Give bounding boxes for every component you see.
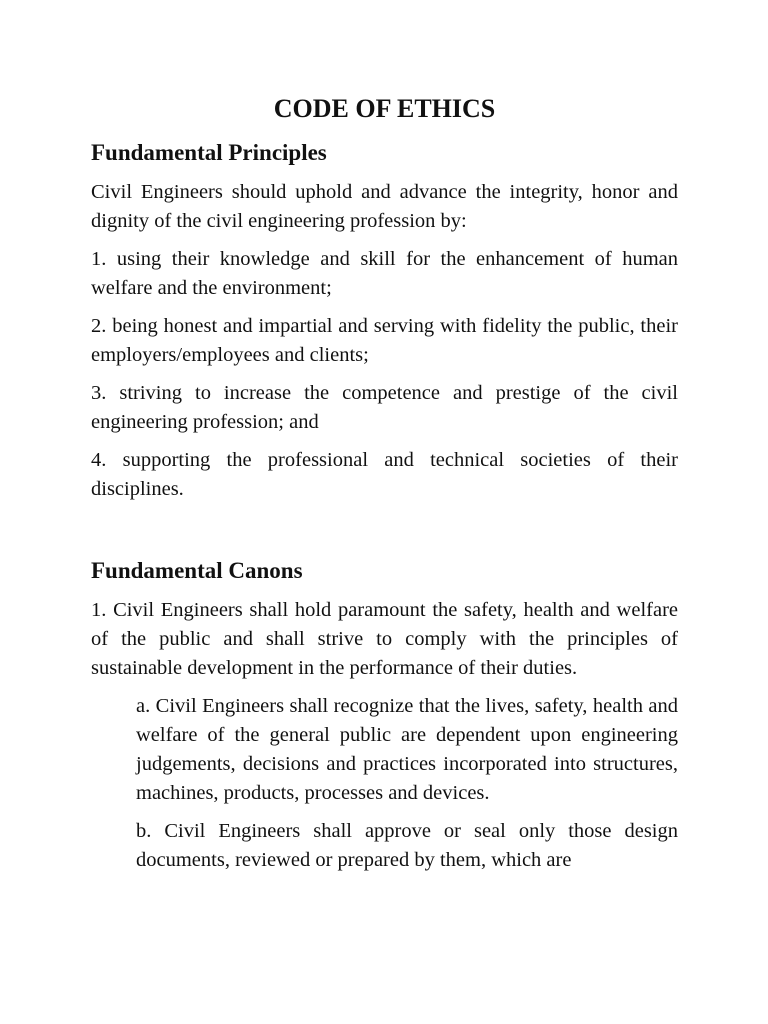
principle-item-3: 3. striving to increase the competence and prestige of the civil engineering profession; and [91, 382, 678, 433]
document-title: CODE OF ETHICS [273, 94, 496, 123]
document-page [91, 92, 678, 884]
principle-item-2: 2. being honest and impartial and serving with fidelity the public, their employers/employees and clients; [91, 315, 678, 366]
principles-intro: Civil Engineers should uphold and advance the integrity, honor and dignity of the civil engineering profession by: [91, 181, 678, 232]
canon-subitem-b: b. Civil Engineers shall approve or seal only those design documents, reviewed or prepared by them, which are [136, 820, 678, 871]
canon-subitem-a: a. Civil Engineers shall recognize that the lives, safety, health and welfare of the general public are dependent upon engineering judgements, decisions and practices incorporated into structures, machines, products, processes and devices. [136, 695, 678, 804]
canon-item-1: 1. Civil Engineers shall hold paramount the safety, health and welfare of the public and shall strive to comply with the principles of sustainable development in the performance of their duties. [91, 599, 678, 679]
canons-heading: Fundamental Canons [91, 558, 303, 583]
principles-heading: Fundamental Principles [91, 140, 327, 165]
principle-item-1: 1. using their knowledge and skill for the enhancement of human welfare and the environment; [91, 248, 678, 299]
principle-item-4: 4. supporting the professional and technical societies of their disciplines. [91, 449, 678, 500]
